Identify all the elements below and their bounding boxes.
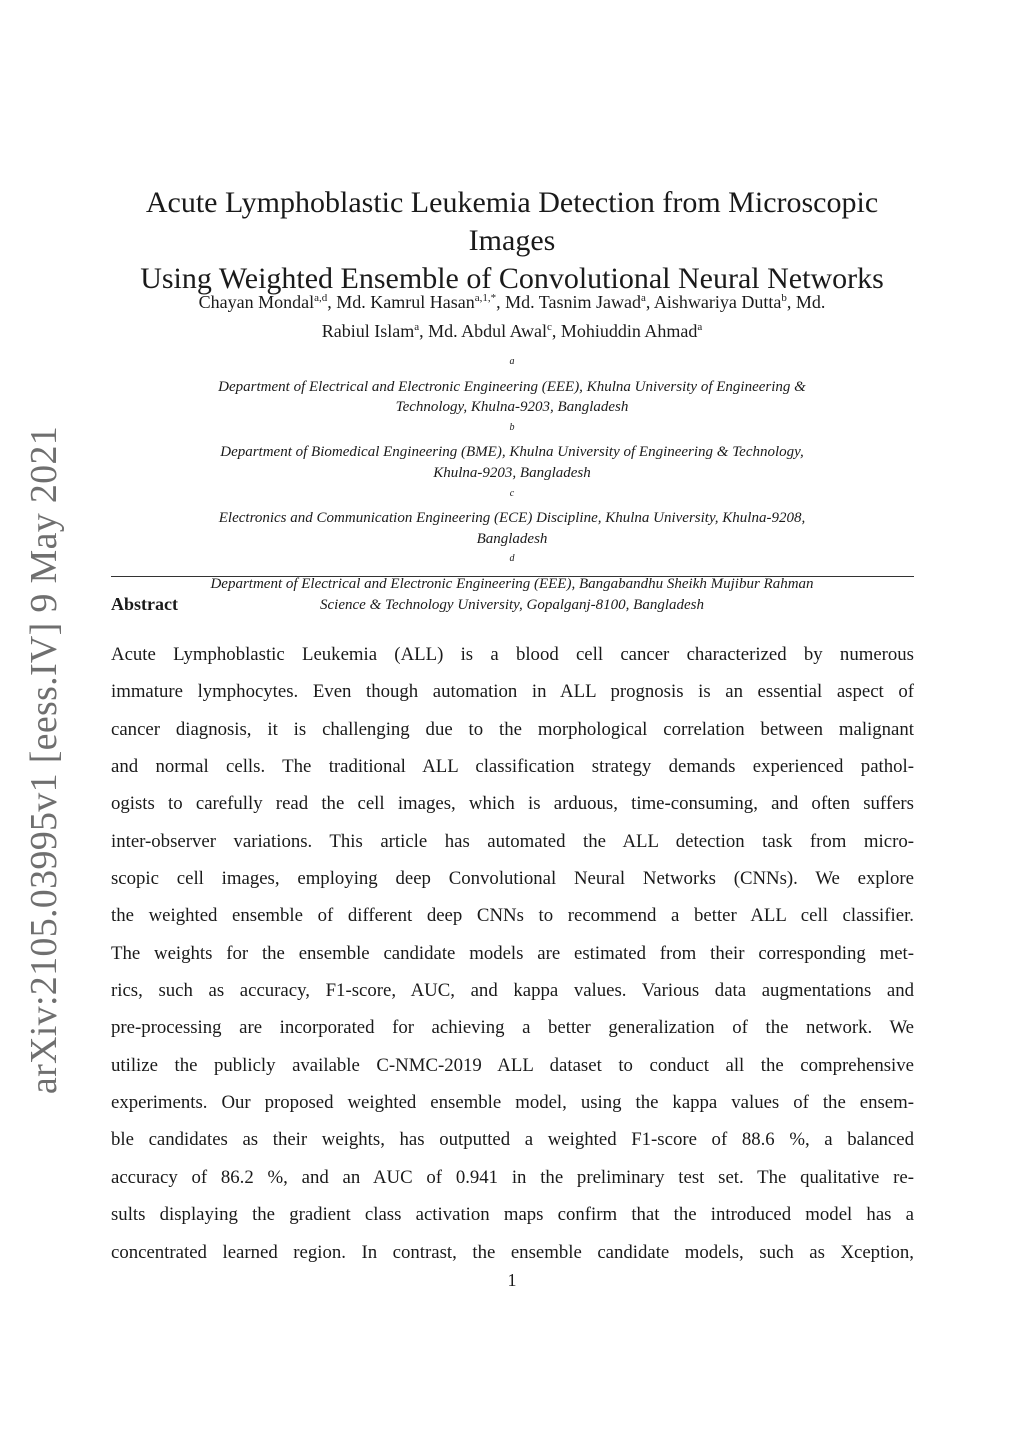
author-name: , Aishwariya Dutta — [645, 292, 782, 312]
author-line — [100, 315, 924, 344]
affiliation-text: Department of Electrical and Electronic Engineering (EEE), Khulna University of Engineering & — [218, 378, 806, 395]
author-name: Rabiul Islam — [321, 321, 415, 341]
abstract-line: concentrated learned region. In contrast, the ensemble candidate models, such as Xception, — [111, 1241, 914, 1263]
author-affiliation-mark: a,d — [314, 292, 328, 304]
page-number: 1 — [507, 1270, 517, 1290]
abstract-line: immature lymphocytes. Even though automation in ALL prognosis is an essential aspect of — [111, 681, 914, 703]
abstract-line: rics, such as accuracy, F1-score, AUC, and kappa values. Various data augmentations and — [111, 980, 914, 1002]
author-list — [100, 286, 924, 344]
affiliation-line — [110, 549, 914, 594]
affiliation-text: Department of Electrical and Electronic Engineering (EEE), Bangabandhu Sheikh Mujibur Rahman — [210, 575, 814, 592]
author-name: , Md. Tasnim Jawad — [496, 292, 641, 312]
affiliation-entry — [110, 549, 914, 615]
abstract-line: ogists to carefully read the cell images, which is arduous, time-consuming, and often suffers — [111, 793, 914, 815]
abstract-line: ble candidates as their weights, has outputted a weighted F1-score of 88.6 %, a balanced — [111, 1129, 914, 1151]
abstract-line: cancer diagnosis, it is challenging due to the morphological correlation between malignant — [111, 718, 914, 740]
title-line: Using Weighted Ensemble of Convolutional Neural Networks — [140, 262, 884, 295]
abstract-line: and normal cells. The traditional ALL classification strategy demands experienced pathol- — [111, 756, 914, 778]
author-affiliation-mark: a — [414, 321, 420, 333]
affiliation-mark: d — [509, 553, 515, 565]
author-affiliation-mark: a,1,* — [474, 292, 497, 304]
affiliation-line: Khulna-9203, Bangladesh — [433, 464, 591, 481]
abstract-line: scopic cell images, employing deep Convolutional Neural Networks (CNNs). We explore — [111, 868, 914, 890]
section-divider — [111, 576, 914, 577]
affiliation-mark: c — [509, 487, 515, 499]
author-name: , Md. Kamrul Hasan — [327, 292, 475, 312]
affiliation-line: Bangladesh — [476, 530, 548, 547]
paper-title — [100, 184, 924, 298]
author-affiliation-mark: c — [546, 321, 552, 333]
affiliation-entry — [110, 352, 914, 418]
abstract-line: sults displaying the gradient class activation maps confirm that the introduced model has a — [111, 1204, 914, 1226]
abstract-line: accuracy of 86.2 %, and an AUC of 0.941 in the preliminary test set. The qualitative re- — [111, 1166, 914, 1188]
author-name: Chayan Mondal — [198, 292, 315, 312]
abstract-line: Acute Lymphoblastic Leukemia (ALL) is a blood cell cancer characterized by numerous — [111, 644, 914, 665]
affiliation-entry — [110, 484, 914, 550]
affiliation-entry — [110, 418, 914, 484]
affiliation-text: Department of Biomedical Engineering (BME), Khulna University of Engineering & Technology, — [220, 444, 804, 461]
abstract-heading: Abstract — [111, 594, 178, 614]
abstract-line: The weights for the ensemble candidate models are estimated from their corresponding met- — [111, 942, 914, 964]
affiliation-line — [110, 352, 914, 397]
abstract-body — [111, 636, 914, 1271]
affiliation-mark: a — [509, 356, 515, 367]
abstract-line: pre-processing are incorporated for achieving a better generalization of the network. We — [111, 1017, 914, 1039]
title-line: Acute Lymphoblastic Leukemia Detection from Microscopic Images — [145, 186, 879, 257]
author-affiliation-mark: b — [781, 292, 787, 304]
abstract-line: experiments. Our proposed weighted ensemble model, using the kappa values of the ensem- — [111, 1092, 914, 1114]
author-line — [100, 286, 924, 315]
abstract-line: the weighted ensemble of different deep CNNs to recommend a better ALL cell classifier. — [111, 905, 914, 927]
abstract-line: inter-observer variations. This article has automated the ALL detection task from micro- — [111, 830, 914, 852]
arxiv-identifier-stamp — [8, 425, 80, 1095]
affiliation-mark: b — [509, 421, 515, 433]
affiliation-line: Science & Technology University, Gopalganj-8100, Bangladesh — [320, 596, 704, 613]
arxiv-identifier-text: arXiv:2105.03995v1 [eess.IV] 9 May 2021 — [23, 425, 65, 1095]
affiliation-line — [110, 484, 914, 529]
author-name: , Md. — [786, 292, 826, 312]
abstract-line: utilize the publicly available C-NMC-2019 ALL dataset to conduct all the comprehensive — [111, 1054, 914, 1076]
affiliation-text: Electronics and Communication Engineering (ECE) Discipline, Khulna University, Khulna-9208, — [218, 510, 806, 527]
author-name: , Md. Abdul Awal — [419, 321, 547, 341]
affiliation-line — [110, 418, 914, 463]
author-affiliation-mark: a — [697, 321, 703, 333]
author-affiliation-mark: a — [641, 292, 646, 304]
affiliation-line: Technology, Khulna-9203, Bangladesh — [395, 399, 629, 416]
author-name: , Mohiuddin Ahmad — [551, 321, 698, 341]
